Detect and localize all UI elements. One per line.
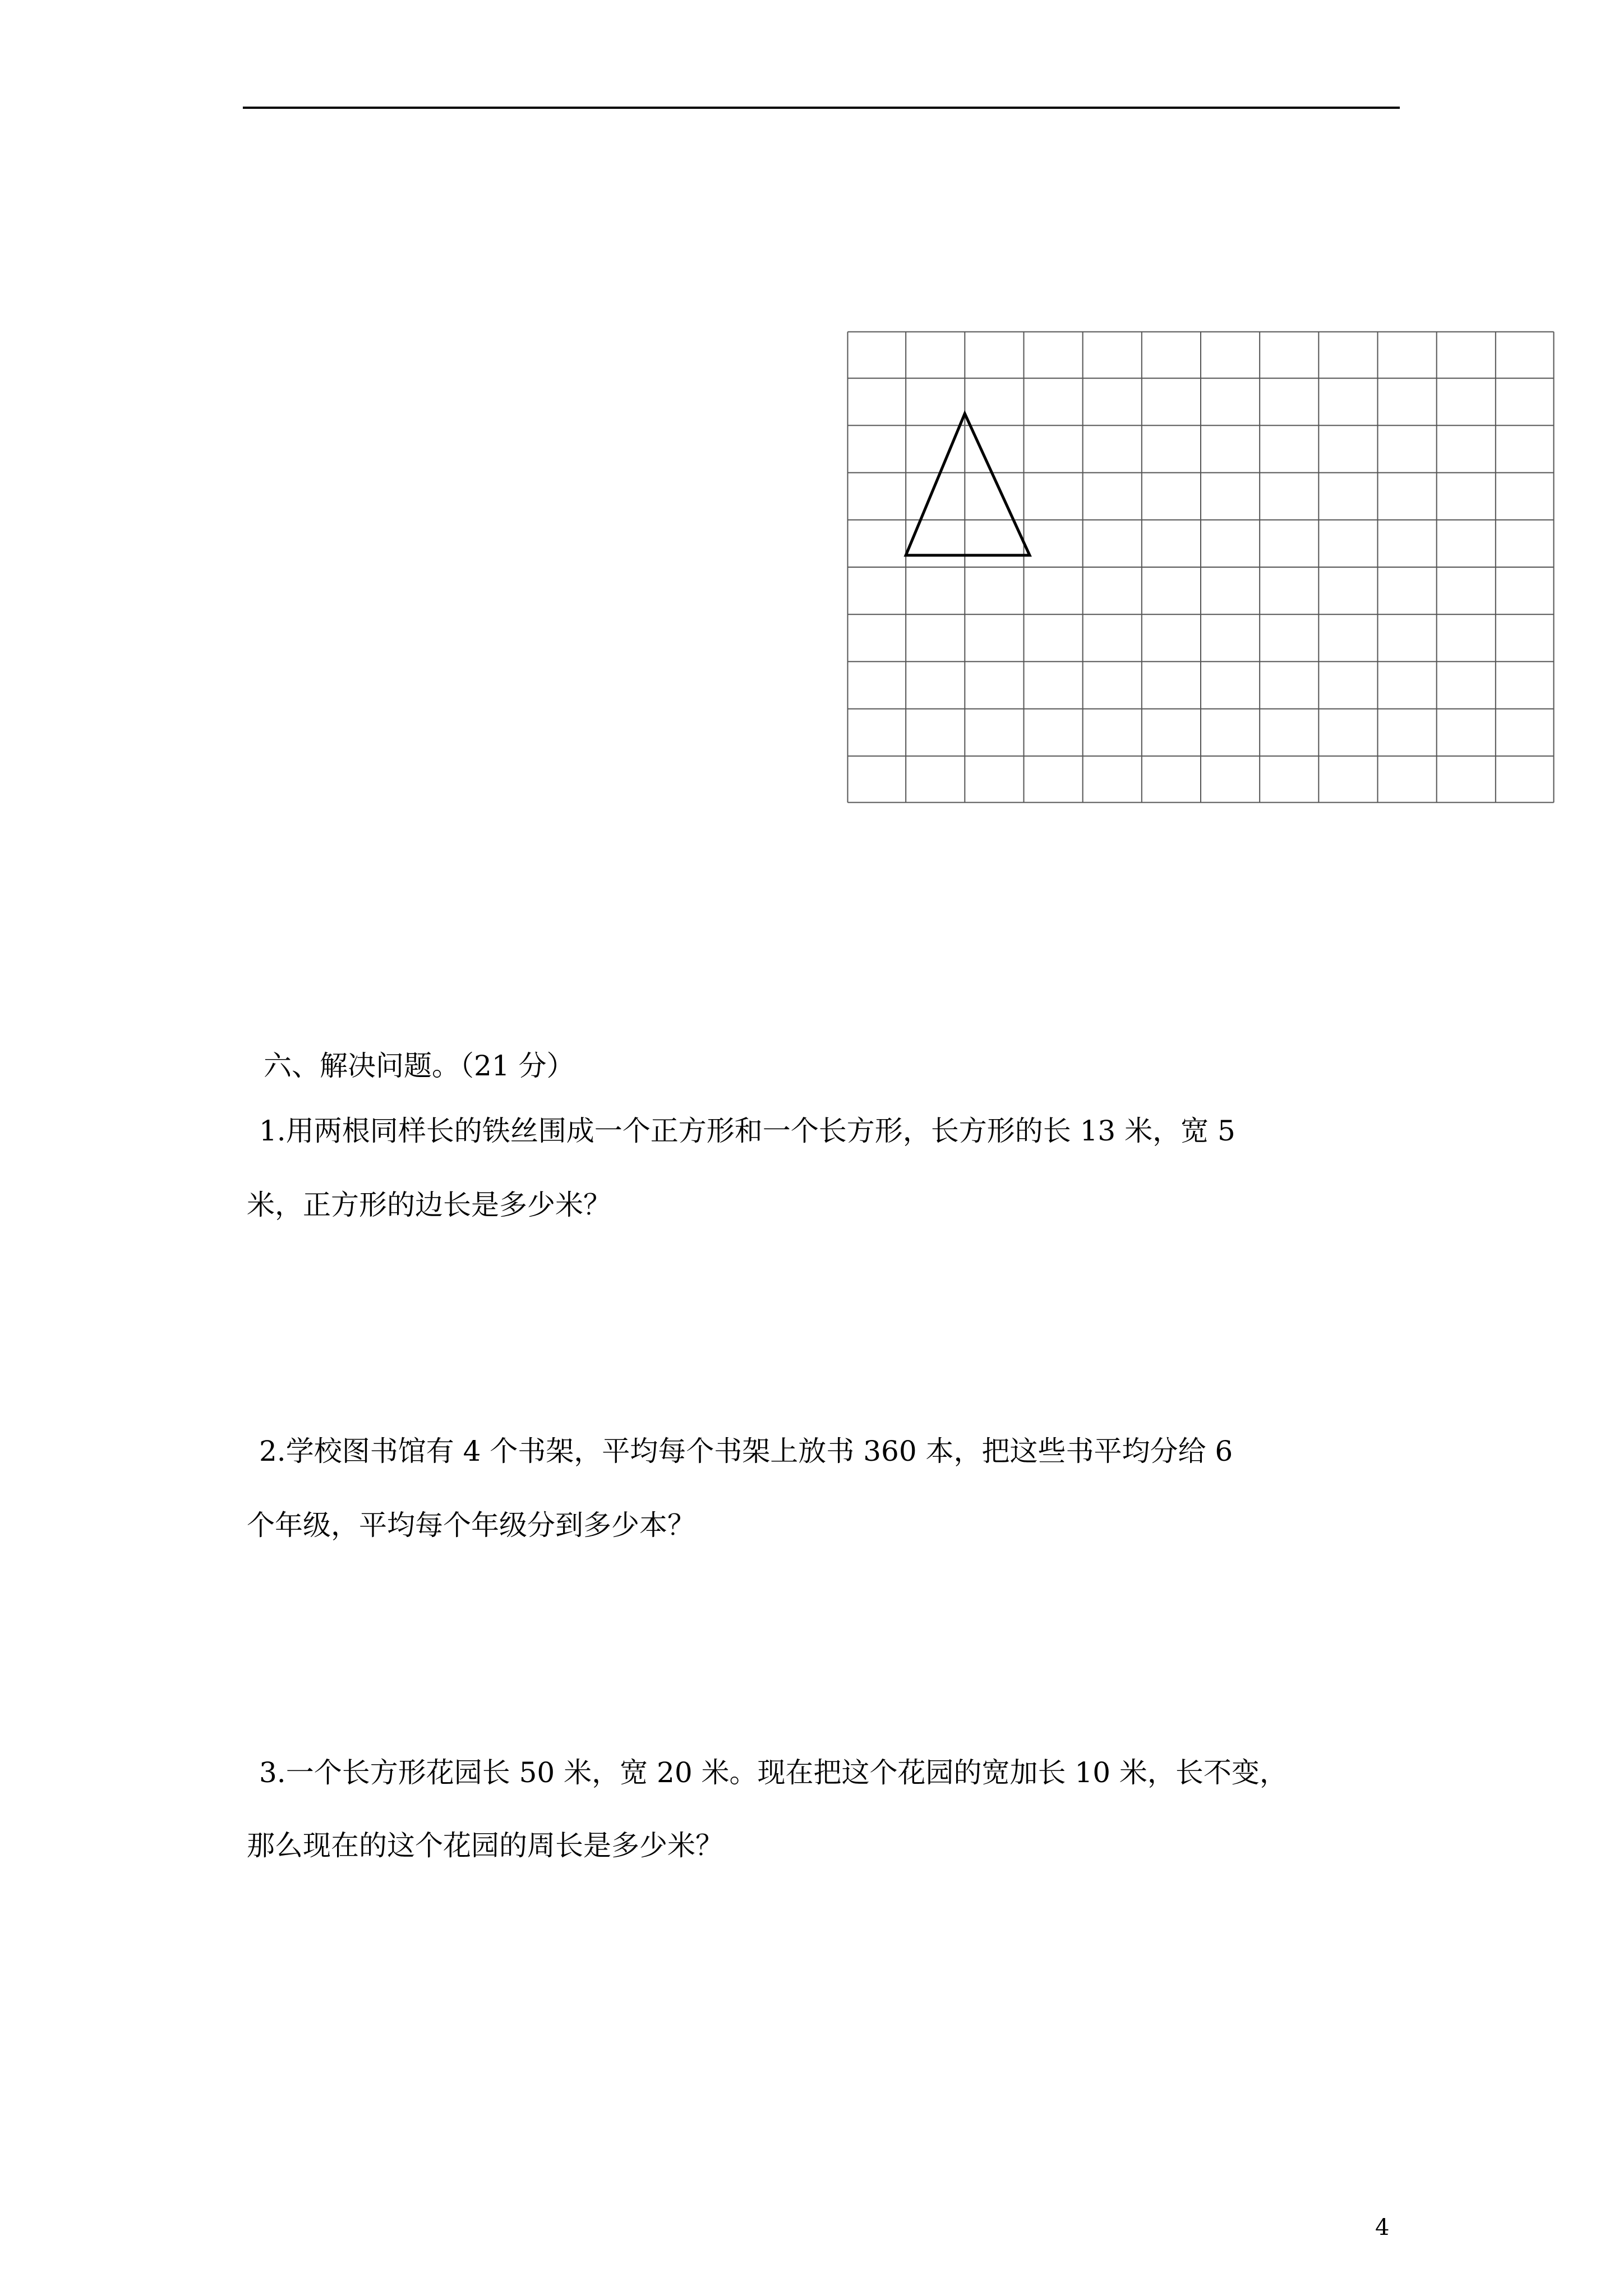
section-heading: 六、解决问题。（21 分） <box>264 1050 575 1082</box>
question-2-line-1: 2.学校图书馆有 4 个书架，平均每个书架上放书 360 本，把这些书平均分给 6 <box>259 1435 1233 1467</box>
grid-with-triangle <box>847 331 1555 803</box>
question-1-line-2: 米，正方形的边长是多少米？ <box>247 1189 611 1221</box>
triangle-shape <box>906 413 1030 555</box>
question-2-line-2: 个年级，平均每个年级分到多少本？ <box>247 1509 695 1542</box>
header-rule <box>243 107 1400 109</box>
page-number: 4 <box>1375 2215 1390 2240</box>
grid-figure <box>847 331 1555 803</box>
question-3-line-1: 3.一个长方形花园长 50 米，宽 20 米。现在把这个花园的宽加长 10 米，长不变， <box>259 1756 1288 1789</box>
question-3-line-2: 那么现在的这个花园的周长是多少米？ <box>247 1829 723 1862</box>
question-1-line-1: 1.用两根同样长的铁丝围成一个正方形和一个长方形，长方形的长 13 米，宽 5 <box>259 1115 1235 1147</box>
